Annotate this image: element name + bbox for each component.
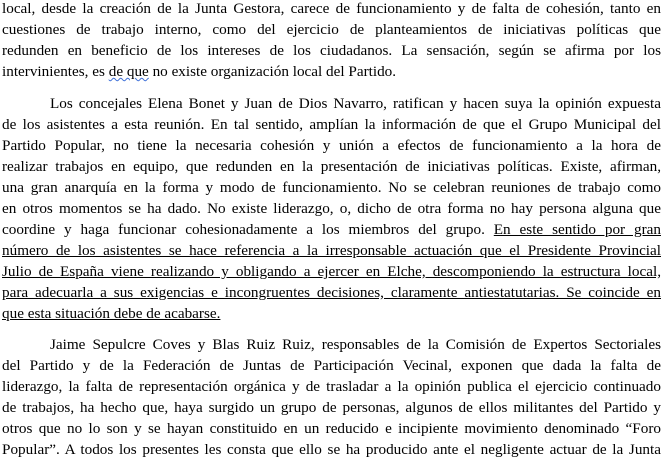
underlined-text-line: para adecuarla a sus exigencias e incongruentes decisiones, claramente antiestatutarias. Se coincide en: [2, 284, 661, 301]
text-line: una gran anarquía en la forma y modo de funcionamiento. No se celebran reuniones de trabajo como: [2, 179, 661, 196]
underlined-text-line: que esta situación debe de acabarse.: [2, 305, 221, 322]
text-line: redunden en beneficio de los intereses de los ciudadanos. La sensación, según se afirma por los: [2, 42, 661, 59]
text-line: de los asistentes a esta reunión. En tal sentido, amplían la información de que el Grupo Municipal del: [2, 116, 661, 133]
text-line: otros que no lo son y se hayan constituido en un reducido e incipiente movimiento denominado “Foro: [2, 420, 661, 437]
text-line: Popular”. A todos los presentes les consta que ello se ha producido ante el negligente actuar de la Junta: [2, 441, 661, 458]
text-line: intervinientes, es de que no existe organización local del Partido.: [2, 63, 397, 80]
text-line: local, desde la creación de la Junta Gestora, carece de funcionamiento y de falta de cohesión, tanto en: [2, 0, 661, 17]
underlined-text: En este sentido por gran: [493, 221, 661, 238]
text-line: del Partido y de la Federación de Juntas de Participación Vecinal, exponen que dada la falta de: [2, 357, 661, 374]
text-line: coordine y haga funcionar cohesionadamente a los miembros del grupo. En este sentido por gran: [2, 221, 661, 238]
text-line: Los concejales Elena Bonet y Juan de Dios Navarro, ratifican y hacen suya la opinión expuesta: [50, 95, 661, 112]
text-line: de trabajos, ha hecho que, haya surgido un grupo de personas, algunos de ellos militantes del Partido y: [2, 399, 661, 416]
spellcheck-flag[interactable]: de que: [108, 63, 149, 80]
text-line: en otros momentos se ha dado. No existe liderazgo, o, dicho de otra forma no hay persona alguna que: [2, 200, 661, 217]
text-line: cuestiones de trabajo interno, como del ejercicio de planteamientos de iniciativas políticas que: [2, 21, 661, 38]
text-line: Partido Popular, no tiene la necesaria cohesión y unión a efectos de funcionamiento a la hora de: [2, 137, 661, 154]
text-line: Jaime Sepulcre Coves y Blas Ruiz Ruiz, responsables de la Comisión de Expertos Sectoriales: [50, 336, 661, 353]
underlined-text-line: Julio de España viene realizando y obligando a ejercer en Elche, descomponiendo la estructura local,: [2, 263, 661, 280]
text-line: realizar trabajos en equipo, que redunden en la presentación de iniciativas políticas. Existe, afirman,: [2, 158, 661, 175]
underlined-text-line: número de los asistentes se hace referencia a la irresponsable actuación que el Presidente Provincial: [2, 242, 661, 259]
text-line: liderazgo, la falta de representación orgánica y de trasladar a la opinión publica el ejercicio continuado: [2, 378, 661, 395]
